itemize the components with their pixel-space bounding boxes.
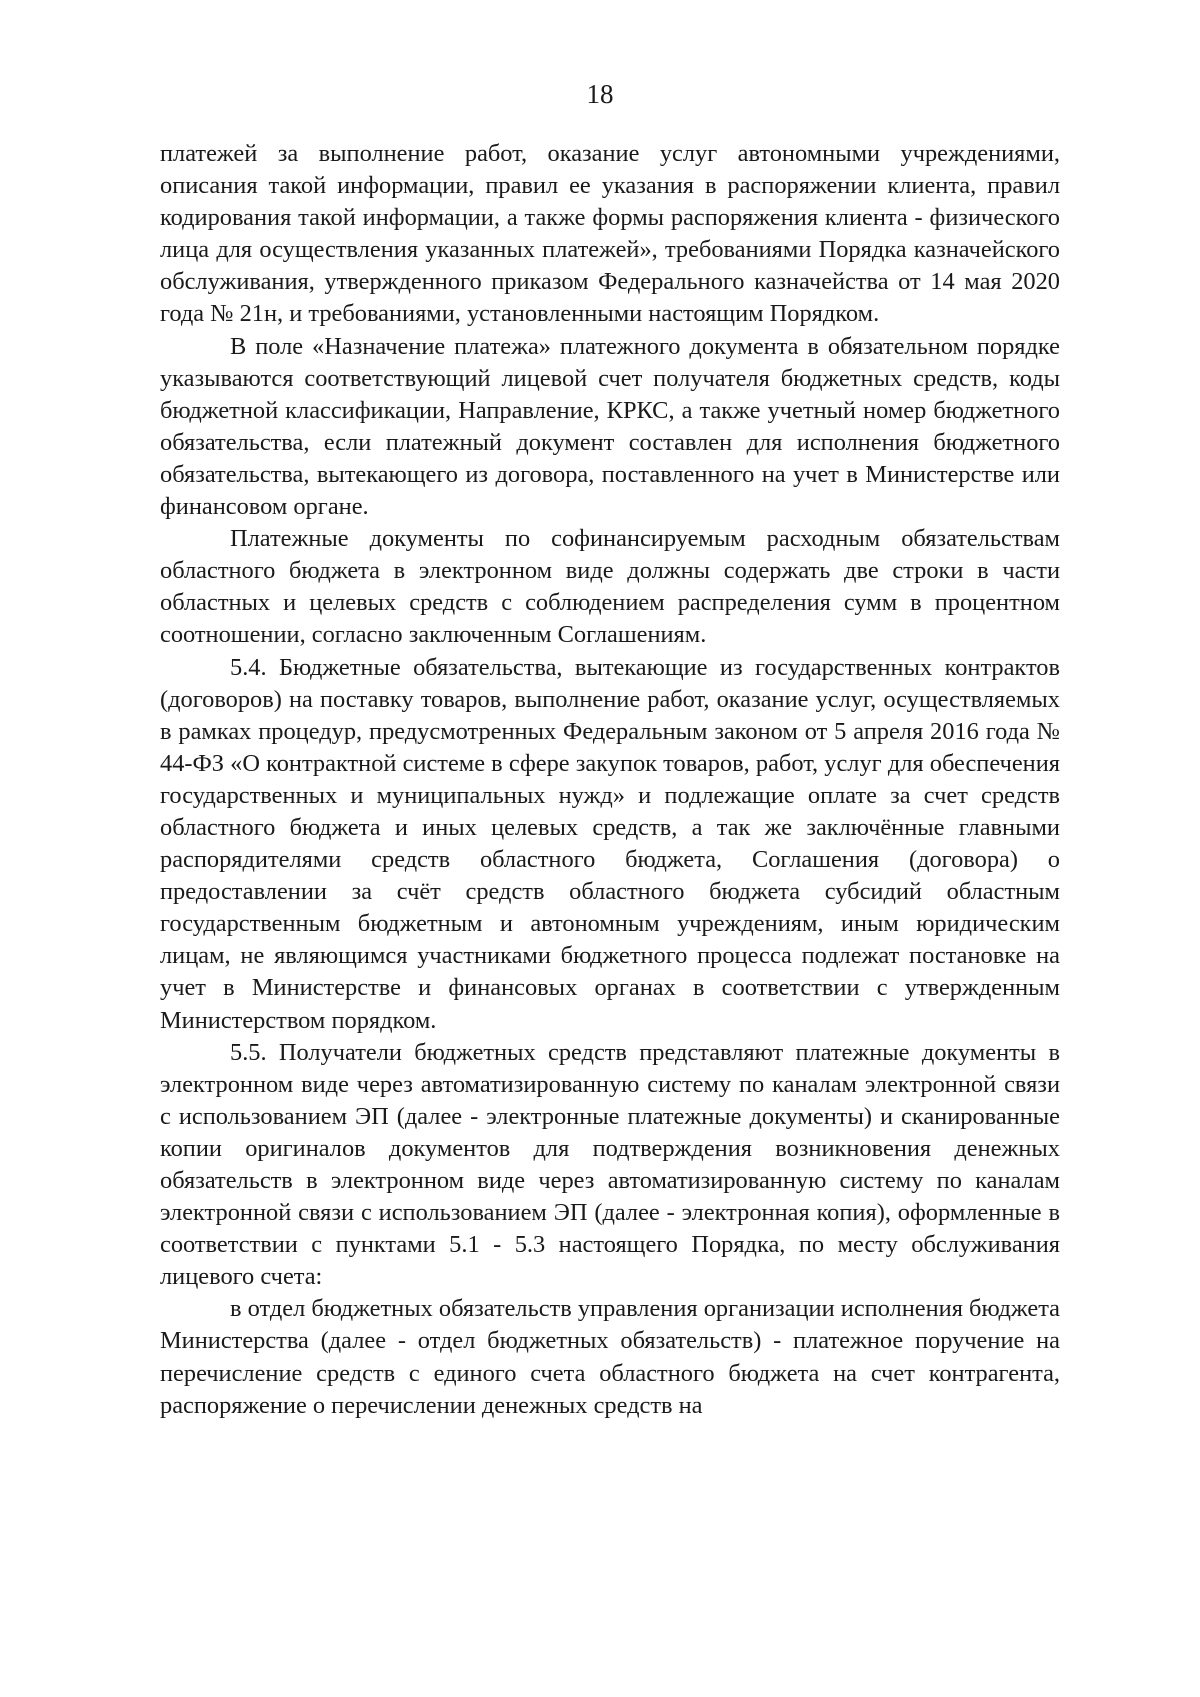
paragraph-payment-purpose: В поле «Назначение платежа» платежного документа в обязательном порядке указываются соответствующий лицевой счет получателя бюджетных средств, коды бюджетной классификации, Направление, КРКС, а также учетный номер бюджетного обязательства, если платежный документ составлен для исполнения бюджетного обязательства, вытекающего из договора, поставленного на учет в Министерстве или финансовом органе.: [160, 332, 1060, 521]
paragraph-clause-5-5: 5.5. Получатели бюджетных средств представляют платежные документы в электронном виде через автоматизированную систему по каналам электронной связи с использованием ЭП (далее - электронные платежные документы) и сканированные копии оригиналов документов для подтверждения возникновения денежных обязательств в электронном виде через автоматизированную систему по каналам электронной связи с использованием ЭП (далее - электронная копия), оформленные в соответствии с пунктами 5.1 - 5.3 настоящего Порядка, по месту обслуживания лицевого счета:: [160, 1038, 1060, 1291]
paragraph-clause-5-4: 5.4. Бюджетные обязательства, вытекающие из государственных контрактов (договоров) на поставку товаров, выполнение работ, оказание услуг, осуществляемых в рамках процедур, предусмотренных Федеральным законом от 5 апреля 2016 года № 44-ФЗ «О контрактной системе в сфере закупок товаров, работ, услуг для обеспечения государственных и муниципальных нужд» и подлежащие оплате за счет средств областного бюджета и иных целевых средств, а так же заключённые главными распорядителями средств областного бюджета, Соглашения (договора) о предоставлении за счёт средств областного бюджета субсидий областным государственным бюджетным и автономным учреждениям, иным юридическим лицам, не являющимся участниками бюджетного процесса подлежат постановке на учет в Министерстве и финансовых органах в соответствии с утвержденным Министерством порядком.: [160, 653, 1060, 1034]
document-body: [160, 138, 1060, 1422]
paragraph-budget-obligations-dept: в отдел бюджетных обязательств управления организации исполнения бюджета Министерства (далее - отдел бюджетных обязательств) - платежное поручение на перечисление средств с единого счета областного бюджета на счет контрагента, распоряжение о перечислении денежных средств на: [160, 1295, 1060, 1419]
page-number: 18: [586, 79, 614, 109]
paragraph-cofinanced-payments: Платежные документы по софинансируемым расходным обязательствам областного бюджета в электронном виде должны содержать две строки в части областных и целевых средств с соблюдением распределения сумм в процентном соотношении, согласно заключенным Соглашениям.: [160, 525, 1060, 649]
paragraph-continuation: платежей за выполнение работ, оказание услуг автономными учреждениями, описания такой информации, правил ее указания в распоряжении клиента, правил кодирования такой информации, а также формы распоряжения клиента - физического лица для осуществления указанных платежей», требованиями Порядка казначейского обслуживания, утвержденного приказом Федерального казначейства от 14 мая 2020 года № 21н, и требованиями, установленными настоящим Порядком.: [160, 140, 1060, 328]
